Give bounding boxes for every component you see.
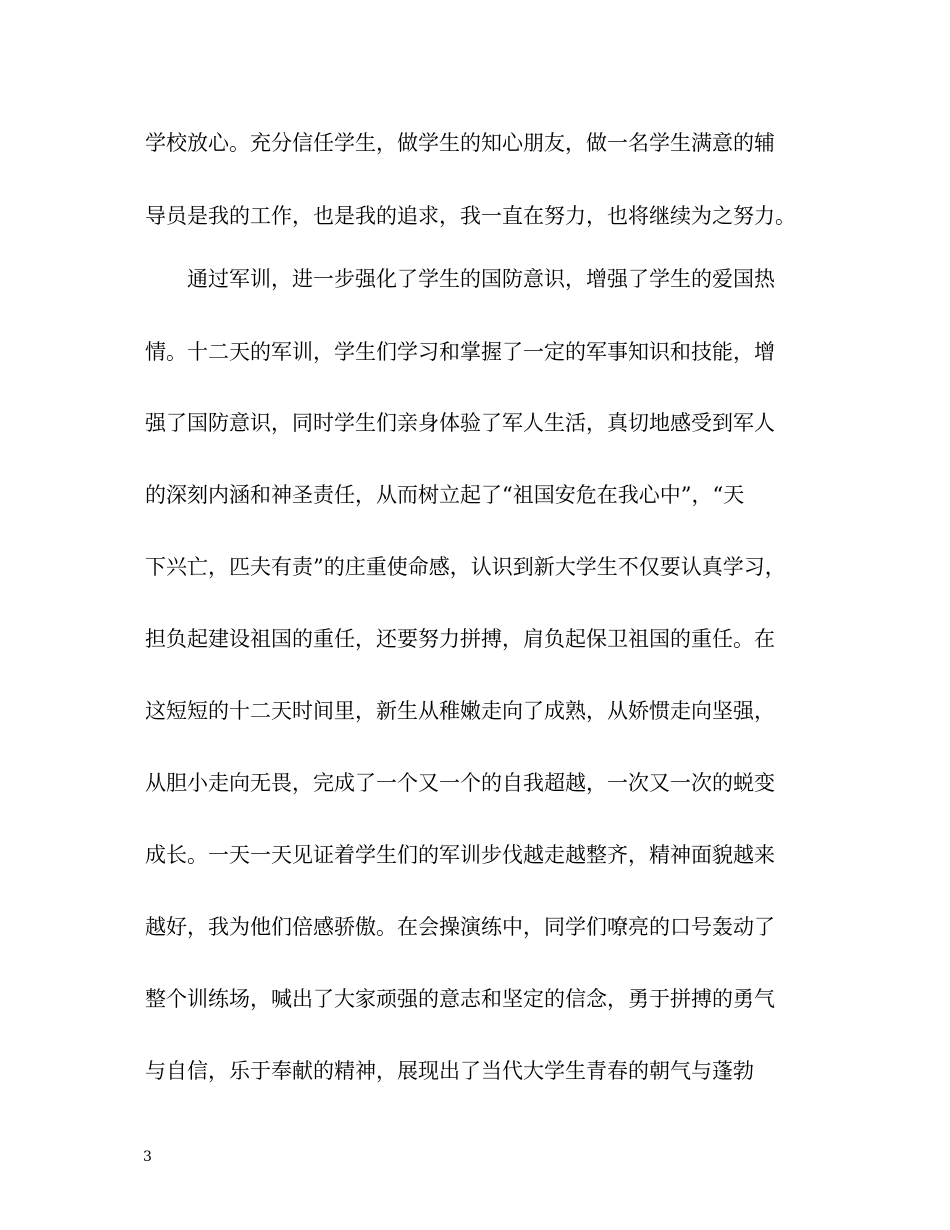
text-line: 情。十二天的军训，学生们学习和掌握了一定的军事知识和技能，增 (145, 340, 775, 364)
text-line: 与自信，乐于奉献的精神，展现出了当代大学生青春的朝气与蓬勃 (145, 1059, 754, 1083)
text-line: 学校放心。充分信任学生，做学生的知心朋友，做一名学生满意的辅 (145, 131, 775, 155)
text-line: 的深刻内涵和神圣责任，从而树立起了“祖国安危在我心中”，“天 (145, 483, 745, 507)
text-line: 强了国防意识，同时学生们亲身体验了军人生活，真切地感受到军人 (145, 411, 775, 435)
text-line: 成长。一天一天见证着学生们的军训步伐越走越整齐，精神面貌越来 (145, 843, 775, 867)
text-line: 导员是我的工作，也是我的追求，我一直在努力，也将继续为之努力。 (145, 204, 796, 228)
text-line: 下兴亡，匹夫有责”的庄重使命感，认识到新大学生不仅要认真学习， (145, 555, 786, 579)
text-line: 越好，我为他们倍感骄傲。在会操演练中，同学们嘹亮的口号轰动了 (145, 915, 775, 939)
paragraph-first-line: 通过军训，进一步强化了学生的国防意识，增强了学生的爱国热 (187, 267, 775, 291)
text-line: 担负起建设祖国的重任，还要努力拼搏，肩负起保卫祖国的重任。在 (145, 627, 775, 651)
text-line: 整个训练场，喊出了大家顽强的意志和坚定的信念，勇于拼搏的勇气 (145, 987, 775, 1011)
text-line: 这短短的十二天时间里，新生从稚嫩走向了成熟，从娇惯走向坚强， (145, 699, 775, 723)
page-number: 3 (143, 1149, 152, 1165)
text-line: 从胆小走向无畏，完成了一个又一个的自我超越，一次又一次的蜕变 (145, 771, 775, 795)
